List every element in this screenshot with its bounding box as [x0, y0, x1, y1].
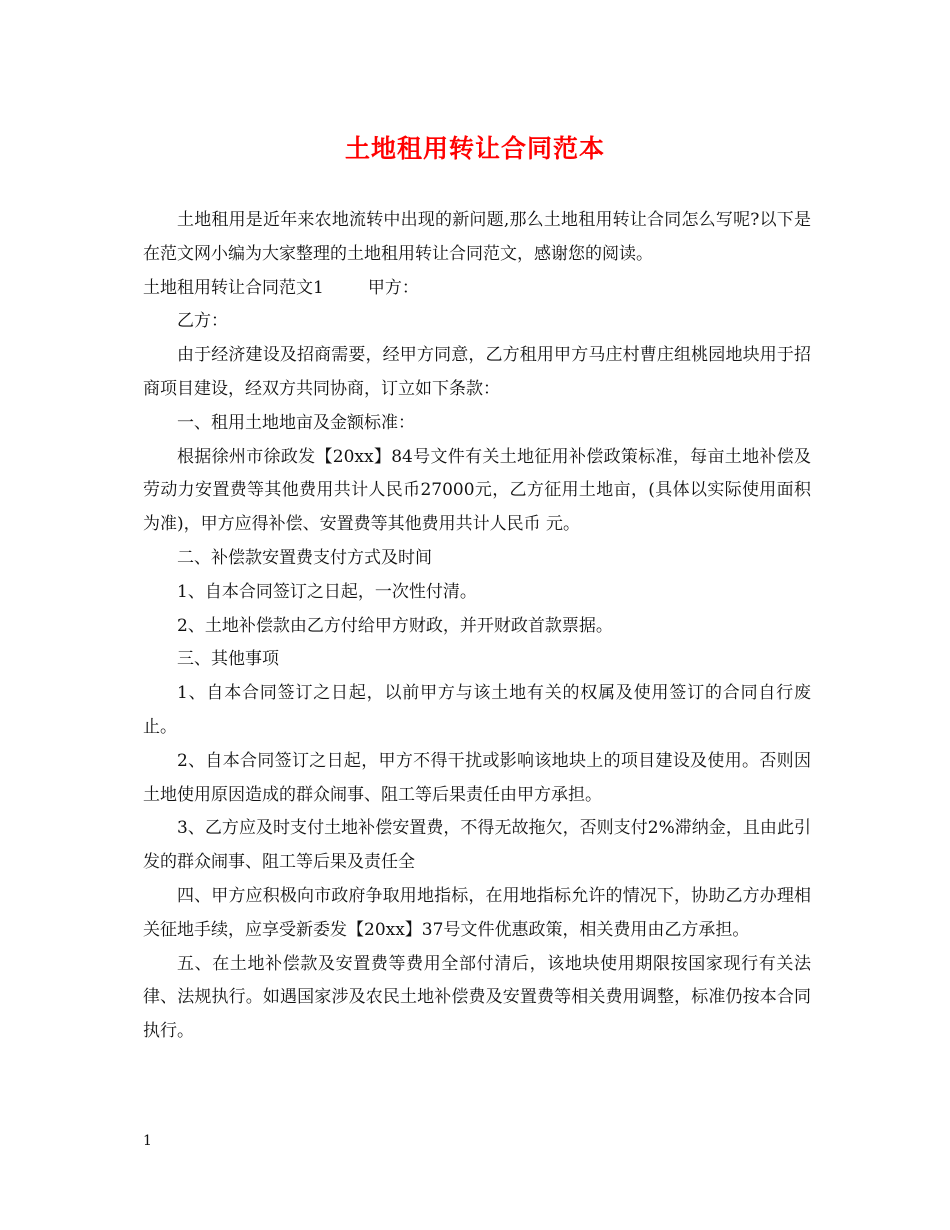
preamble-paragraph: 由于经济建设及招商需要，经甲方同意，乙方租用甲方马庄村曹庄组桃园地块用于招商项目建设，经双方共同协商，订立如下条款： — [143, 345, 811, 399]
section-heading-3: 三、其他事项 — [177, 649, 279, 670]
compensation-standard-paragraph: 根据徐州市徐政发【20xx】84号文件有关土地征用补偿政策标准，每亩土地补偿及劳动力安置费等其他费用共计人民币27000元，乙方征用土地亩，(具体以实际使用面积为准)，甲方应得补偿、安置费等其他费用共计人民币 元。 — [143, 446, 811, 535]
other-clause-2: 2、自本合同签订之日起，甲方不得干扰或影响该地块上的项目建设及使用。否则因土地使用原因造成的群众闹事、阻工等后果责任由甲方承担。 — [143, 750, 811, 805]
sample-heading: 土地租用转让合同范文1 — [143, 277, 324, 298]
payment-clause-2: 2、土地补偿款由乙方付给甲方财政，并开财政首款票据。 — [177, 615, 613, 636]
other-clause-3: 3、乙方应及时支付土地补偿安置费，不得无故拖欠，否则支付2%滞纳金，且由此引发的群众闹事、阻工等后果及责任全 — [143, 818, 811, 873]
document-body — [143, 204, 811, 1049]
other-clause-1: 1、自本合同签订之日起，以前甲方与该土地有关的权属及使用签订的合同自行废止。 — [143, 683, 811, 737]
document-title: 土地租用转让合同范本 — [344, 134, 605, 163]
payment-clause-1: 1、自本合同签订之日起，一次性付清。 — [177, 581, 477, 602]
party-b-label: 乙方： — [177, 311, 228, 332]
section-5-paragraph: 五、在土地补偿款及安置费等费用全部付清后，该地块使用期限按国家现行有关法律、法规执行。如遇国家涉及农民土地补偿费及安置费等相关费用调整，标准仍按本合同执行。 — [143, 953, 811, 1042]
page-number: 1 — [143, 1133, 152, 1149]
intro-paragraph: 土地租用是近年来农地流转中出现的新问题,那么土地租用转让合同怎么写呢?以下是在范文网小编为大家整理的土地租用转让合同范文，感谢您的阅读。 — [143, 210, 811, 264]
section-heading-1: 一、租用土地地亩及金额标准： — [177, 412, 415, 433]
section-4-paragraph: 四、甲方应积极向市政府争取用地指标，在用地指标允许的情况下，协助乙方办理相关征地手续，应享受新委发【20xx】37号文件优惠政策，相关费用由乙方承担。 — [143, 885, 811, 940]
section-heading-2: 二、补偿款安置费支付方式及时间 — [177, 547, 432, 568]
party-a-label: 甲方： — [367, 277, 419, 298]
sample-heading-line — [143, 272, 811, 306]
